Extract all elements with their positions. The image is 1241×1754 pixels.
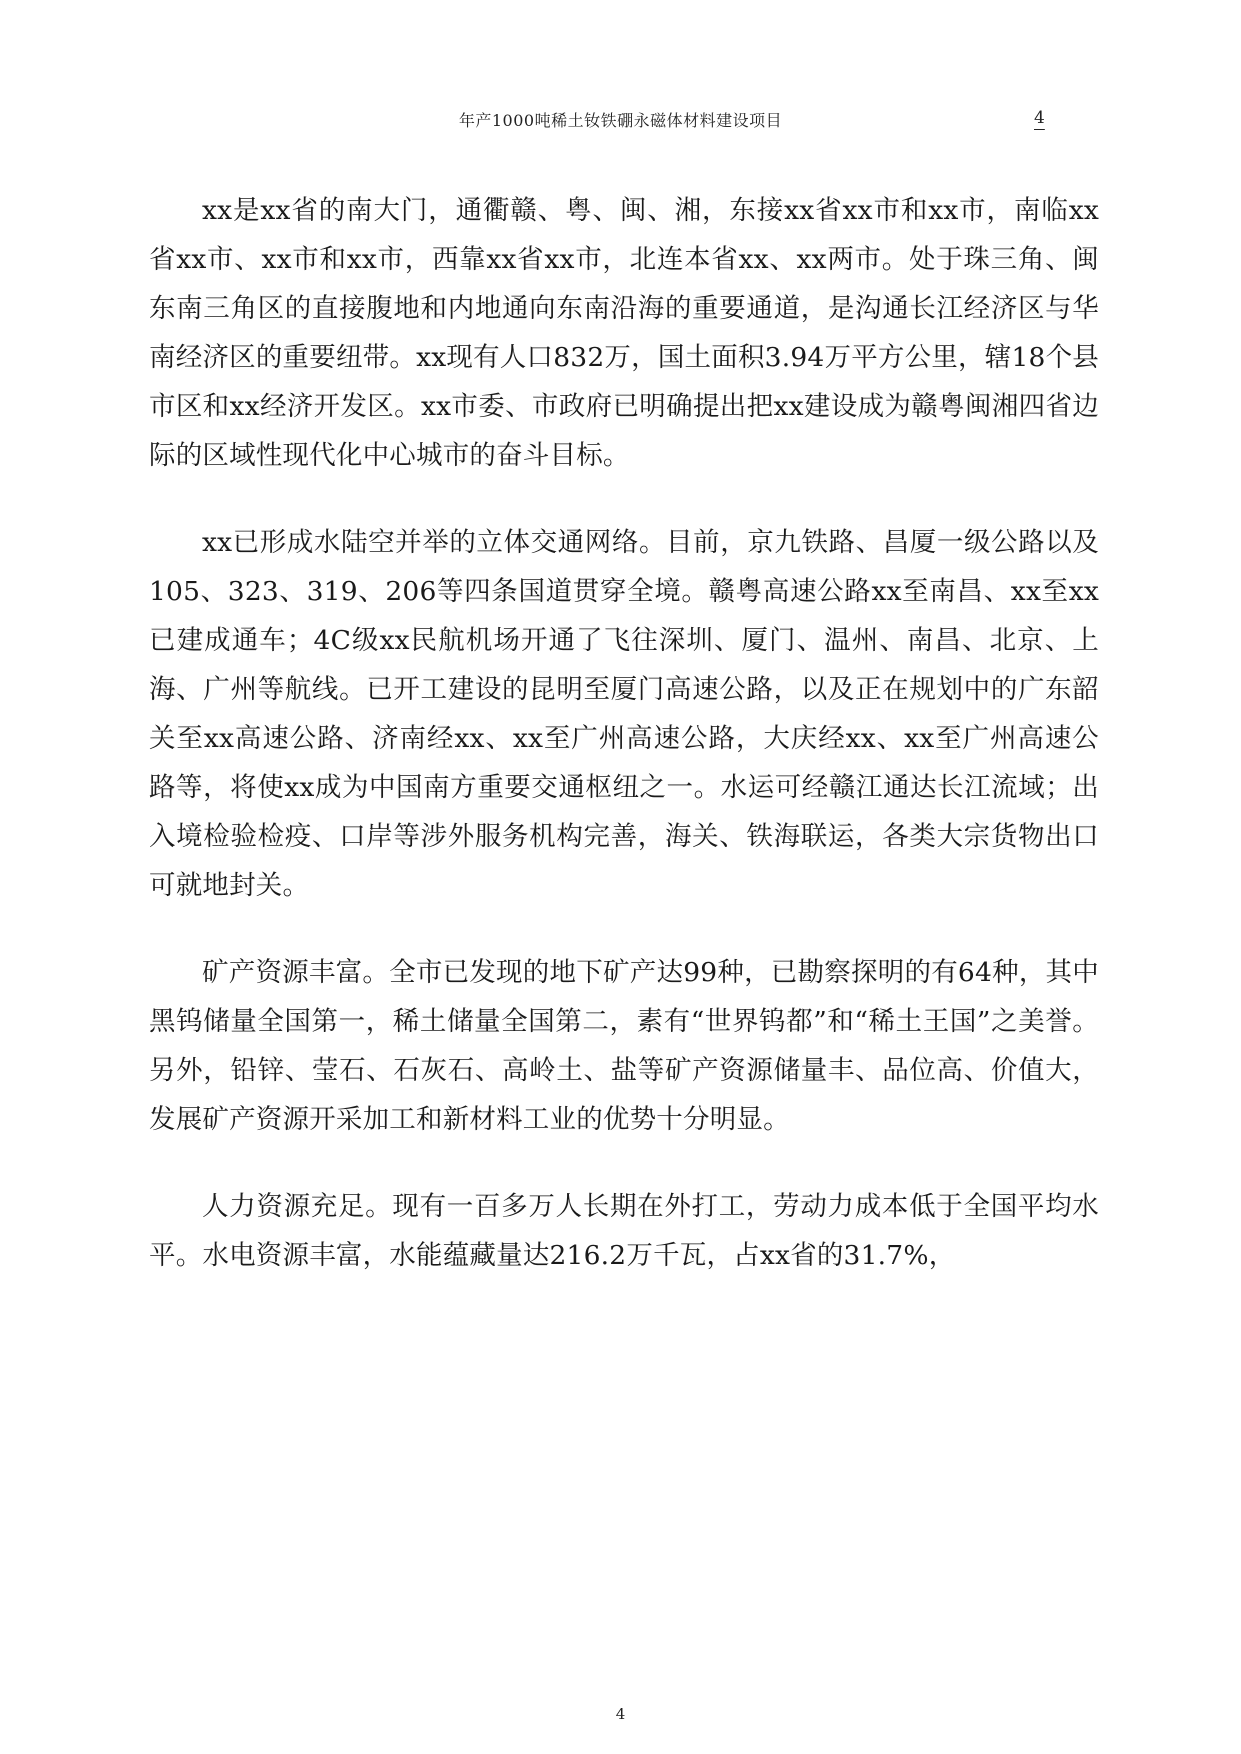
- paragraph-location: xx是xx省的南大门，通衢赣、粤、闽、湘，东接xx省xx市和xx市，南临xx省xx市、xx市和xx市，西靠xx省xx市，北连本省xx、xx两市。处于珠三角、闽东南三角区的直接腹地和内地通向东南沿海的重要通道，是沟通长江经济区与华南经济区的重要纽带。xx现有人口832万，国土面积3.94万平方公里，辖18个县市区和xx经济开发区。xx市委、市政府已明确提出把xx建设成为赣粤闽湘四省边际的区域性现代化中心城市的奋斗目标。: [149, 195, 1099, 471]
- header-page-number: 4: [1034, 108, 1045, 128]
- document-body: [149, 186, 1099, 1318]
- footer-page-number: 4: [615, 1705, 626, 1723]
- page-header: [0, 108, 1241, 138]
- paragraph-transport: xx已形成水陆空并举的立体交通网络。目前，京九铁路、昌厦一级公路以及105、323、319、206等四条国道贯穿全境。赣粤高速公路xx至南昌、xx至xx已建成通车；4C级xx民航机场开通了飞往深圳、厦门、温州、南昌、北京、上海、广州等航线。已开工建设的昆明至厦门高速公路，以及正在规划中的广东韶关至xx高速公路、济南经xx、xx至广州高速公路，大庆经xx、xx至广州高速公路等，将使xx成为中国南方重要交通枢纽之一。水运可经赣江通达长江流域；出入境检验检疫、口岸等涉外服务机构完善，海关、铁海联运，各类大宗货物出口可就地封关。: [149, 527, 1099, 901]
- paragraph-minerals: 矿产资源丰富。全市已发现的地下矿产达99种，已勘察探明的有64种，其中黑钨储量全国第一，稀土储量全国第二，素有“世界钨都”和“稀土王国”之美誉。另外，铅锌、莹石、石灰石、高岭土、盐等矿产资源储量丰、品位高、价值大，发展矿产资源开采加工和新材料工业的优势十分明显。: [149, 957, 1099, 1135]
- paragraph-human-resources: 人力资源充足。现有一百多万人长期在外打工，劳动力成本低于全国平均水平。水电资源丰富，水能蕴藏量达216.2万千瓦，占xx省的31.7%，: [149, 1191, 1099, 1271]
- document-title: 年产1000吨稀土钕铁硼永磁体材料建设项目: [458, 111, 783, 130]
